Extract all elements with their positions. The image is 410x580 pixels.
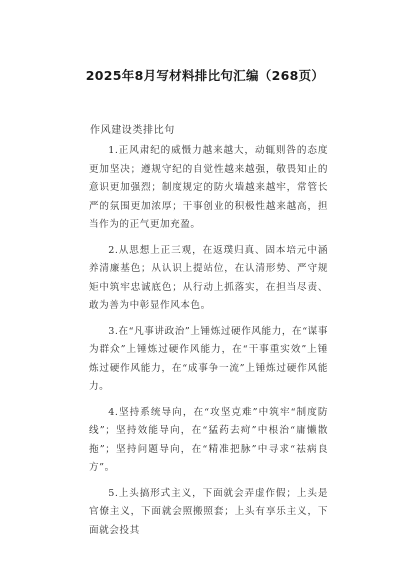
- document-title: 2025年8月写材料排比句汇编（268页）: [85, 68, 325, 83]
- paragraph-5: 5.上头搞形式主义，下面就会弄虚作假；上头是官僚主义，下面就会照搬照套；上头有享乐主义，下面就会投其: [89, 487, 328, 536]
- paragraph-2: 2.从思想上正三观，在返璞归真、固本培元中涵养清廉基色；从认识上提站位，在认清形势、严守规矩中筑牢忠诚底色；从行动上抓落实，在担当尽责、敢为善为中彰显作风本色。: [89, 244, 328, 311]
- paragraph-4: 4.坚持系统导向，在“攻坚克难”中筑牢“制度防线”；坚持效能导向，在“猛药去疴”中根治“庸懒散拖”；坚持问题导向，在“精准把脉”中寻求“祛病良方”。: [89, 406, 328, 473]
- section-heading: 作风建设类排比句: [90, 125, 175, 136]
- paragraph-3: 3.在“凡事讲政治”上锤炼过硬作风能力，在“谋事为群众”上锤炼过硬作风能力，在“干事重实效”上锤炼过硬作风能力，在“成事争一流”上锤炼过硬作风能力。: [89, 325, 328, 392]
- document-body: [89, 142, 328, 547]
- paragraph-1: 1.正风肃纪的威慑力越来越大，动辄则咎的态度更加坚决；遵规守纪的自觉性越来越强，敬畏知止的意识更加强烈；制度规定的防火墙越来越牢，常管长严的氛围更加浓厚；干事创业的积极性越来越高，担当作为的正气更加充盈。: [89, 145, 328, 230]
